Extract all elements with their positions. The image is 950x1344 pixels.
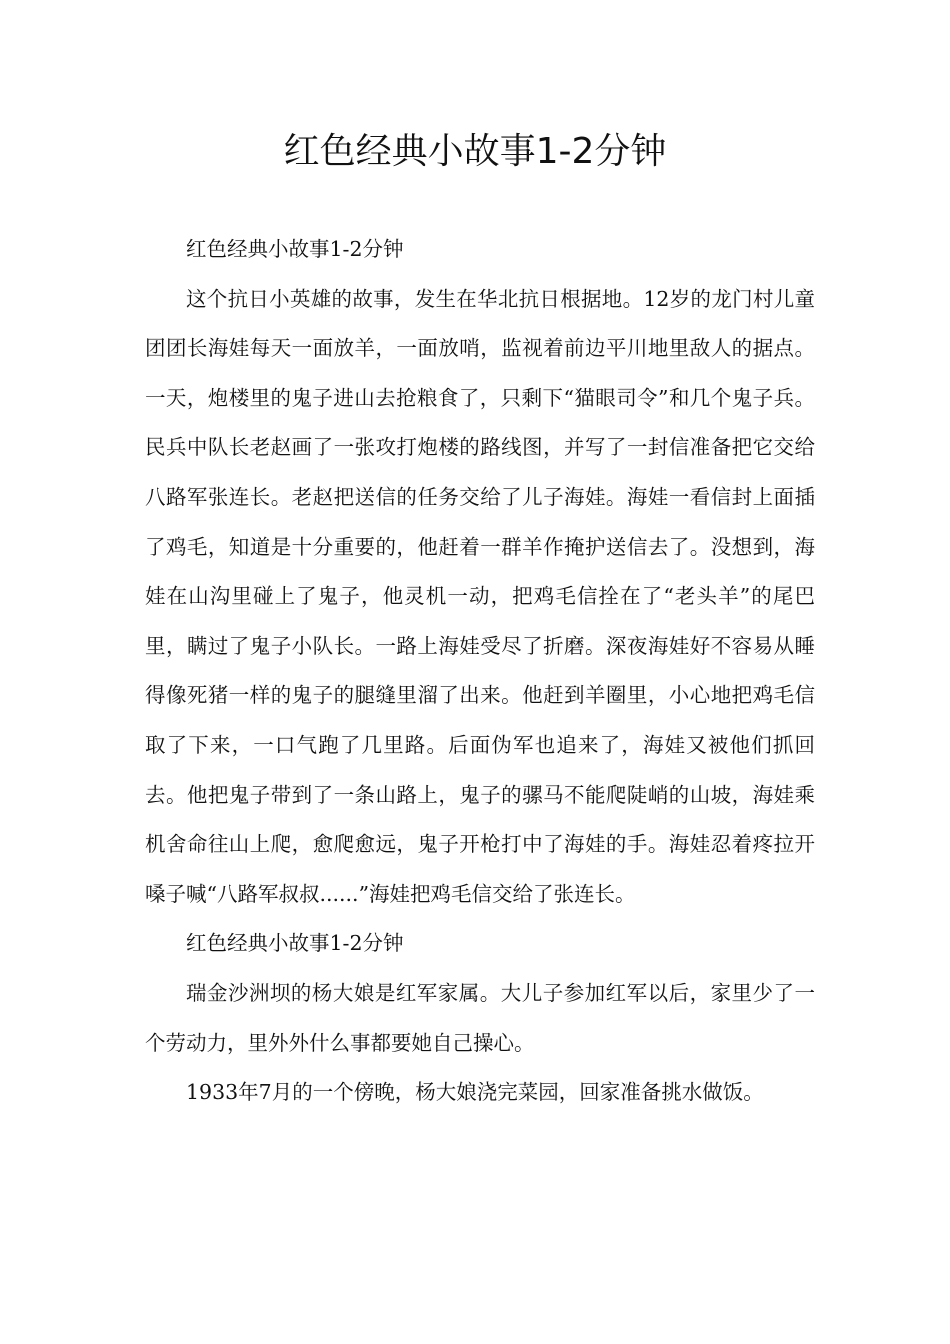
document-title: 红色经典小故事1-2分钟	[283, 131, 667, 172]
subheading-paragraph: 红色经典小故事1-2分钟	[186, 931, 404, 956]
story-paragraph: 这个抗日小英雄的故事，发生在华北抗日根据地。12岁的龙门村儿童团团长海娃每天一面放羊，一面放哨，监视着前边平川地里敌人的据点。一天，炮楼里的鬼子进山去抢粮食了，只剩下“猫眼司令”和几个鬼子兵。民兵中队长老赵画了一张攻打炮楼的路线图，并写了一封信准备把它交给八路军张连长。老赵把送信的任务交给了儿子海娃。海娃一看信封上面插了鸡毛，知道是十分重要的，他赶着一群羊作掩护送信去了。没想到，海娃在山沟里碰上了鬼子，他灵机一动，把鸡毛信拴在了“老头羊”的尾巴里，瞒过了鬼子小队长。一路上海娃受尽了折磨。深夜海娃好不容易从睡得像死猪一样的鬼子的腿缝里溜了出来。他赶到羊圈里，小心地把鸡毛信取了下来，一口气跑了几里路。后面伪军也追来了，海娃又被他们抓回去。他把鬼子带到了一条山路上，鬼子的骡马不能爬陡峭的山坡，海娃乘机舍命往山上爬，愈爬愈远，鬼子开枪打中了海娃的手。海娃忍着疼拉开嗓子喊“八路军叔叔......”海娃把鸡毛信交给了张连长。	[145, 286, 815, 906]
document-body	[145, 225, 815, 1118]
subheading-paragraph: 红色经典小故事1-2分钟	[186, 237, 404, 261]
story-paragraph: 瑞金沙洲坝的杨大娘是红军家属。大儿子参加红军以后，家里少了一个劳动力，里外外什么事都要她自己操心。	[145, 980, 815, 1055]
story-paragraph: 1933年7月的一个傍晚，杨大娘浇完菜园，回家准备挑水做饭。	[186, 1080, 764, 1105]
